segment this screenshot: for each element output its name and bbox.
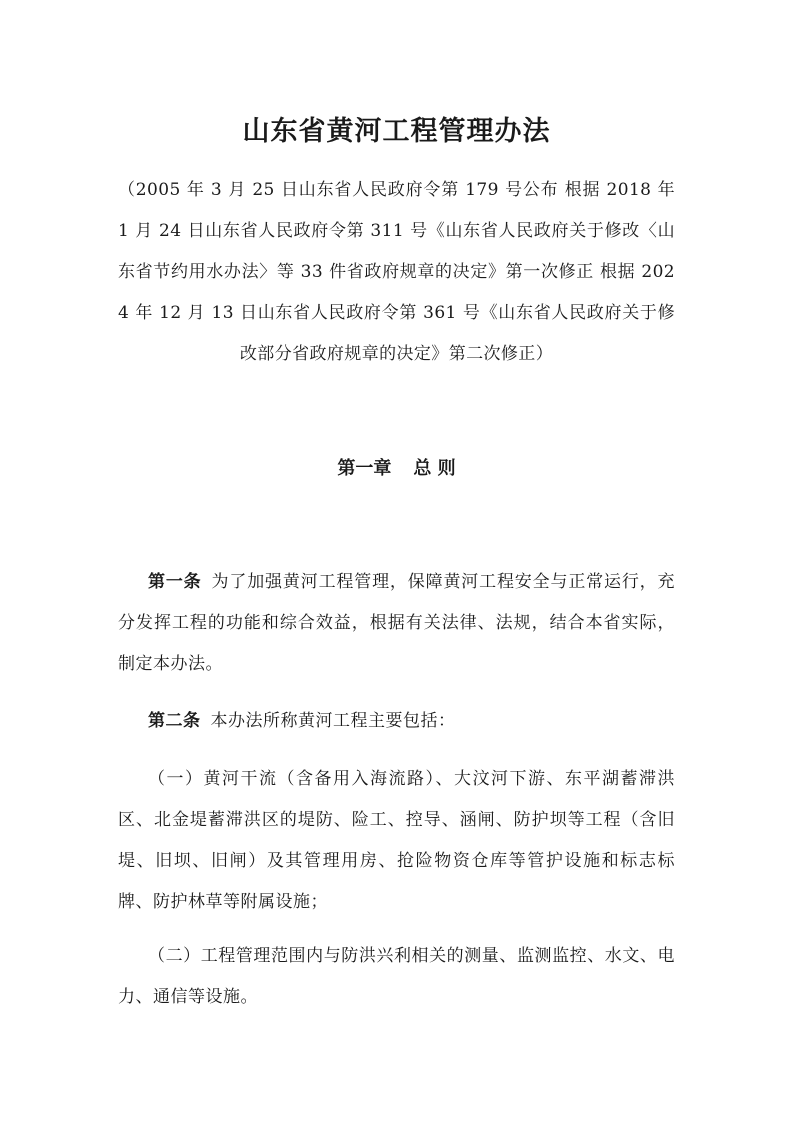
article-2	[118, 701, 675, 742]
article-2-label: 第二条	[148, 711, 201, 731]
article-2-text: 本办法所称黄河工程主要包括：	[210, 711, 456, 731]
article-1-text: 为了加强黄河工程管理，保障黄河工程安全与正常运行，充分发挥工程的功能和综合效益，根据有关法律、法规，结合本省实际，制定本办法。	[118, 572, 676, 674]
article-1	[118, 562, 675, 685]
chapter-heading	[0, 449, 793, 489]
article-1-label: 第一条	[148, 572, 202, 592]
chapter-name: 总 则	[413, 458, 456, 479]
article-2-item-1: （一）黄河干流（含备用入海流路）、大汶河下游、东平湖蓄滞洪区、北金堤蓄滞洪区的堤防、险工、控导、涵闸、防护坝等工程（含旧堤、旧坝、旧闸）及其管理用房、抢险物资仓库等管护设施和标志标牌、防护林草等附属设施；	[118, 769, 675, 912]
chapter-number: 第一章	[337, 458, 392, 479]
document-subtitle: （2005 年 3 月 25 日山东省人民政府令第 179 号公布 根据 2018 年 1 月 24 日山东省人民政府令第 311 号《山东省人民政府关于修改〈山东省节约用水办法〉等 33 件省政府规章的决定》第一次修正 根据 2024 年 12 月 13 日山东省人民政府令第 361 号《山东省人民政府关于修改部分省政府规章的决定》第二次修正）	[118, 180, 675, 364]
article-2-item-2: （二）工程管理范围内与防洪兴利相关的测量、监测监控、水文、电力、通信等设施。	[118, 946, 675, 1007]
document-title: 山东省黄河工程管理办法	[242, 116, 551, 147]
